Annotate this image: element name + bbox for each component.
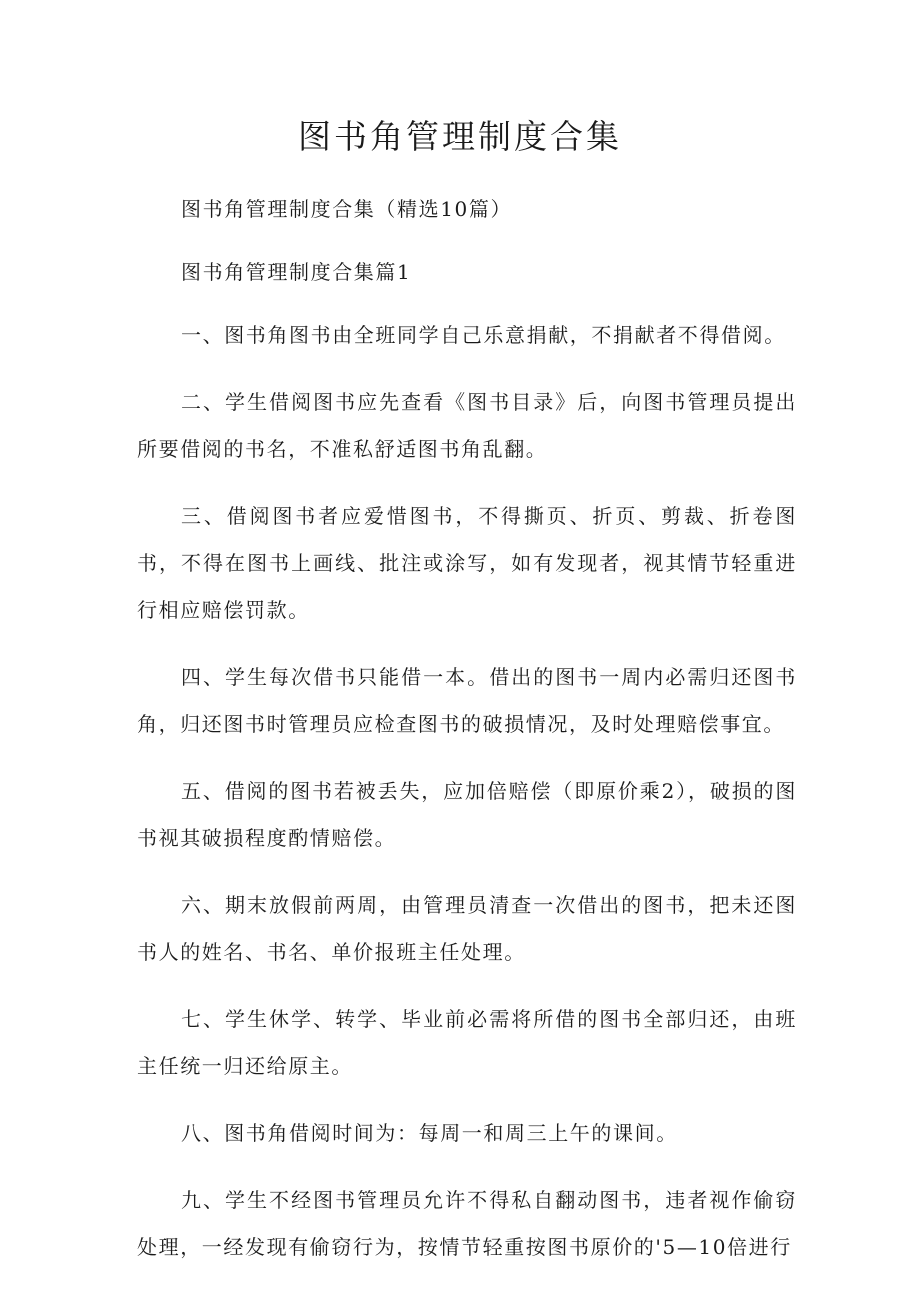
rule-paragraph-3: 三、借阅图书者应爱惜图书，不得撕页、折页、剪裁、折卷图书，不得在图书上画线、批注或涂写，如有发现者，视其情节轻重进行相应赔偿罚款。: [137, 504, 797, 622]
rule-paragraph-2: 二、学生借阅图书应先查看《图书目录》后，向图书管理员提出所要借阅的书名，不准私舒适图书角乱翻。: [137, 390, 797, 461]
rule-paragraph-4: 四、学生每次借书只能借一本。借出的图书一周内必需归还图书角，归还图书时管理员应检查图书的破损情况，及时处理赔偿事宜。: [137, 665, 797, 736]
rule-paragraph-6: 六、期末放假前两周，由管理员清查一次借出的图书，把未还图书人的姓名、书名、单价报班主任处理。: [137, 893, 797, 964]
rule-paragraph-1: 一、图书角图书由全班同学自己乐意捐献，不捐献者不得借阅。: [181, 323, 786, 347]
rule-paragraph-7: 七、学生休学、转学、毕业前必需将所借的图书全部归还，由班主任统一归还给原主。: [137, 1007, 797, 1078]
document-title: 图书角管理制度合集: [298, 117, 622, 156]
rule-paragraph-5: 五、借阅的图书若被丢失，应加倍赔偿（即原价乘2），破损的图书视其破损程度酌情赔偿。: [137, 779, 797, 850]
document-subtitle: 图书角管理制度合集（精选10篇）: [181, 197, 513, 221]
section-heading: 图书角管理制度合集篇1: [181, 260, 412, 284]
rule-paragraph-8: 八、图书角借阅时间为：每周一和周三上午的课间。: [181, 1121, 678, 1145]
rule-paragraph-9: 九、学生不经图书管理员允许不得私自翻动图书，违者视作偷窃处理，一经发现有偷窃行为，按情节轻重按图书原价的'5—10倍进行: [137, 1188, 797, 1259]
document-body: [137, 186, 797, 1291]
